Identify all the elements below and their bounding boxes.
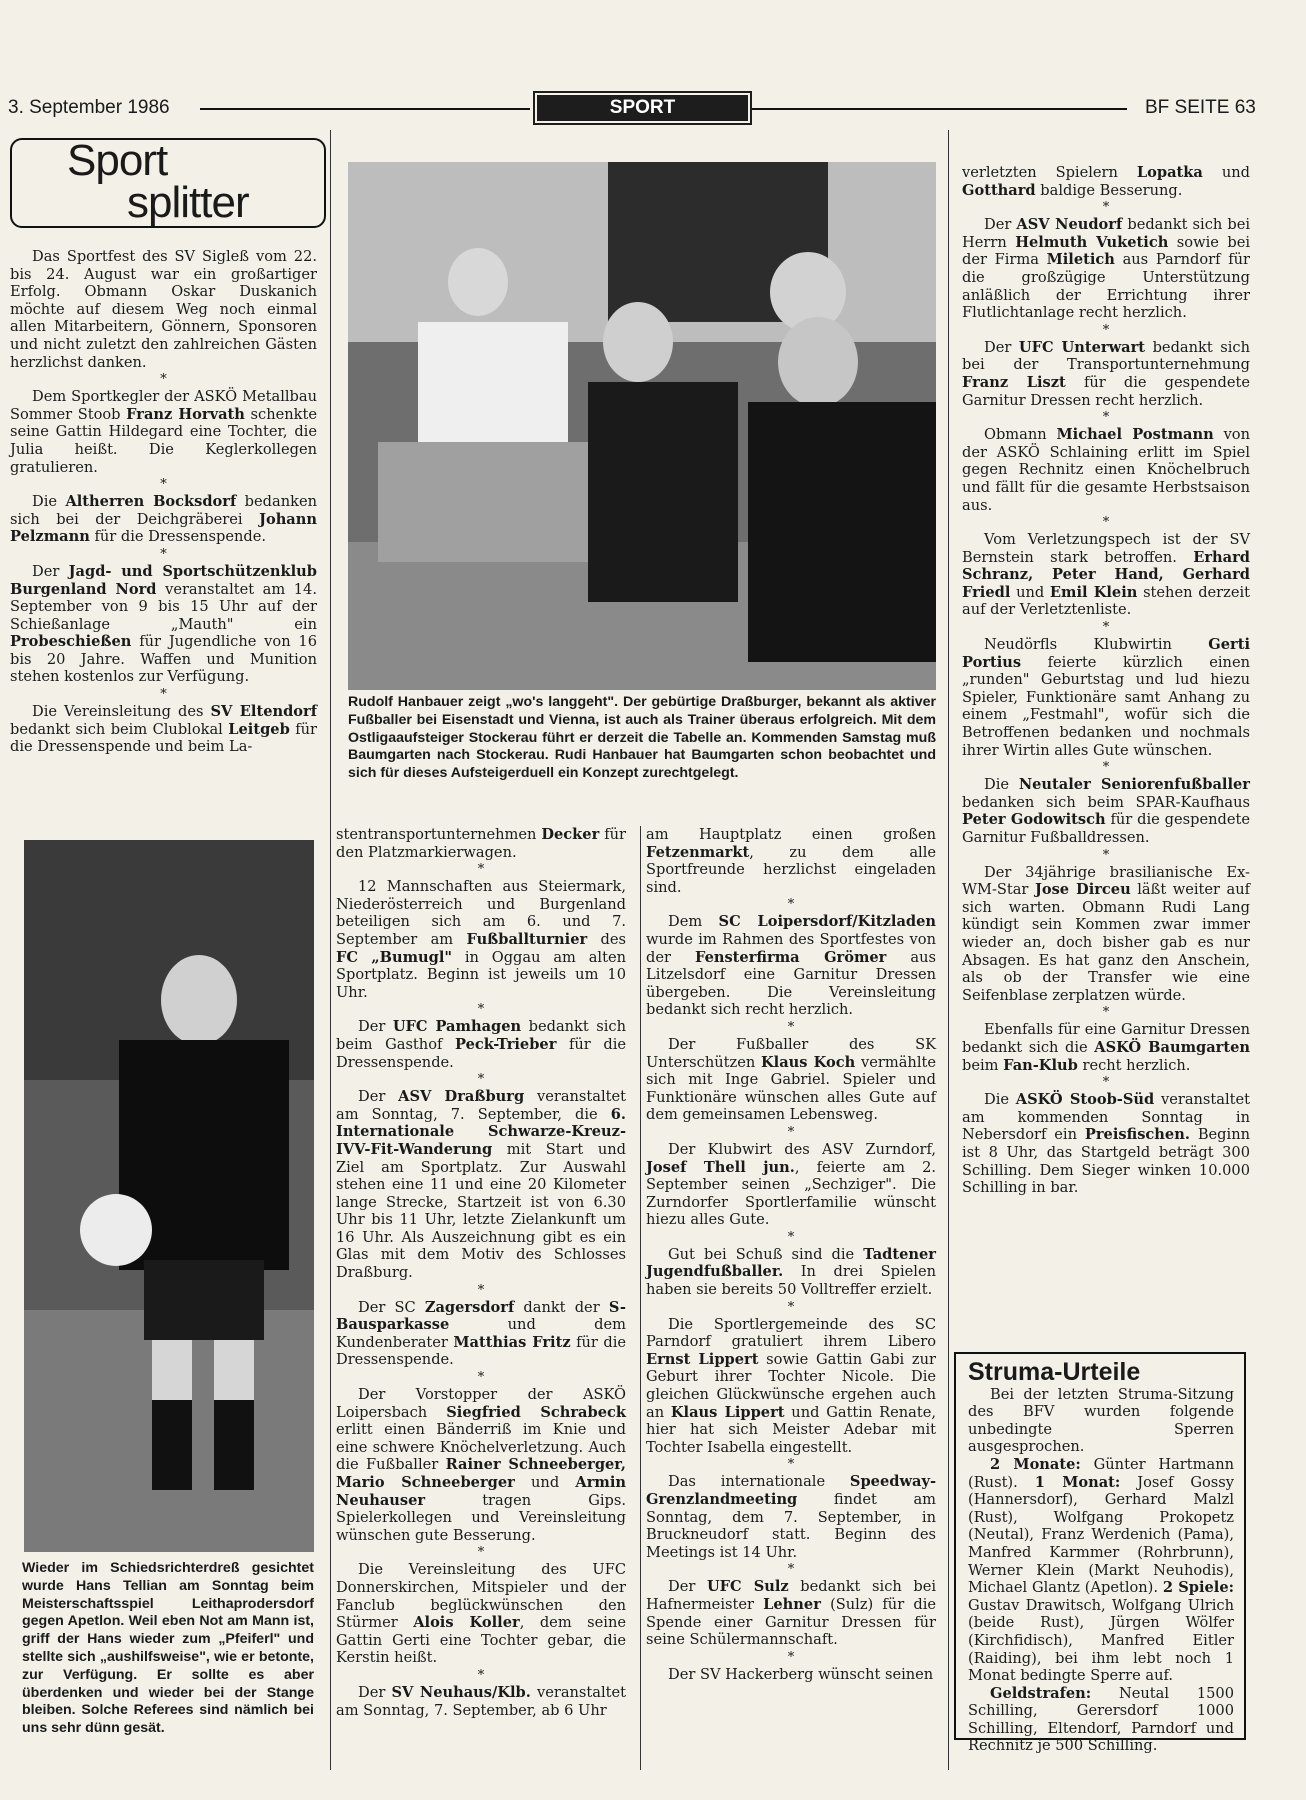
- article-neutal: [962, 776, 1250, 846]
- separator-star: *: [1102, 620, 1110, 636]
- separator-star: *: [160, 687, 167, 703]
- article-decker: [336, 826, 626, 861]
- column-divider: [948, 130, 949, 1770]
- text: bedanken sich bei der Deichgräberei: [10, 493, 317, 528]
- bold-label: 2 Monate:: [990, 1455, 1081, 1473]
- text: für die gespendete Garnitur Fußballdressen.: [962, 811, 1251, 846]
- bold-name: Lehner: [763, 1595, 821, 1613]
- article-hackerberg: Der SV Hackerberg wünscht seinen: [668, 1665, 934, 1683]
- separator-star: *: [787, 1299, 795, 1315]
- text: 12 Mannschaften aus Steiermark, Niederösterreich und Burgenland beteiligen sich am 6. und 7. September am: [336, 878, 626, 948]
- text: Beginn ist 8 Uhr, das Startgeld beträgt 300 Schilling. Dem Sieger winken 10.000 Schilling in bar.: [962, 1126, 1250, 1197]
- column-3: [646, 826, 936, 1683]
- bold-name: Josef Thell jun.: [646, 1158, 795, 1176]
- text: Josef Gossy (Hannersdorf), Gerhard Malzl (Rust), Wolfgang Prokopetz (Neutal), Franz Werdenich (Pama), Manfred Karmmer (Rohrbrunn), Werner Klein (Markt Neuhodis), Michael Glantz (Apetlon).: [968, 1473, 1234, 1597]
- text: sowie bei der Firma: [962, 233, 1251, 269]
- text: Das internationale: [668, 1473, 850, 1491]
- header-rule-right: [752, 108, 1127, 110]
- article-zagersdorf: [336, 1299, 626, 1369]
- separator-star: *: [1102, 760, 1110, 776]
- bold-label: 1 Monat:: [1034, 1473, 1121, 1491]
- photo-icon: [348, 162, 936, 690]
- column-divider: [640, 826, 641, 1770]
- separator-star: *: [1102, 847, 1110, 863]
- text: Neutal 1500 Schilling, Gerersdorf 1000 Schilling, Eltendorf, Parndorf und Rechnitz je 500 Schilling.: [968, 1684, 1234, 1755]
- separator-star: *: [787, 1019, 795, 1035]
- text: stehen derzeit auf der Verletztenliste.: [962, 583, 1251, 619]
- text: findet am Sonntag, dem 7. September, in Bruckneudorf statt. Beginn des Meetings ist 14 Uhr.: [646, 1491, 936, 1561]
- text: Dem Sportkegler der ASKÖ Metallbau Sommer Stoob: [10, 388, 317, 423]
- text: Der: [668, 1578, 707, 1596]
- separator-star: *: [787, 1562, 795, 1578]
- column-divider: [330, 130, 331, 1770]
- separator-star: *: [1102, 515, 1110, 531]
- text: Der: [358, 1683, 392, 1701]
- text: bedankt sich beim Clublokal: [10, 720, 229, 738]
- text: bedankt sich beim Gasthof: [336, 1018, 626, 1053]
- separator-star: *: [1102, 410, 1110, 426]
- article-horvath: [10, 388, 317, 476]
- text: Der: [984, 338, 1019, 356]
- article-lippert: [646, 1316, 936, 1457]
- separator-star: *: [787, 1124, 795, 1140]
- bold-name: Klaus Koch: [760, 1053, 856, 1071]
- article-pamhagen: [336, 1018, 626, 1071]
- bold-name: UFC Pamhagen: [392, 1018, 522, 1036]
- header-rule-left: [200, 108, 530, 110]
- text: für die gespendete Garnitur Dressen recht herzlich.: [962, 373, 1250, 409]
- separator-star: *: [477, 1002, 485, 1018]
- separator-star: *: [477, 1667, 485, 1683]
- text: mit Start und Ziel am Sportplatz. Zur Auswahl stehen eine 11 und eine 20 Kilometer lange Strecke, Startzeit ist von 6.30 Uhr bis 11 Uhr, letzte Zielankunft um 16 Uhr. Als Auszeichnung gibt es ein Glas mit dem Motiv des Schlosses Draßburg.: [336, 1140, 626, 1282]
- text: bedanken sich beim SPAR-Kaufhaus: [962, 793, 1250, 811]
- separator-star: *: [477, 1370, 485, 1386]
- bold-name: SV Eltendorf: [210, 703, 318, 721]
- column-2: [336, 826, 626, 1719]
- struma-fines: [968, 1685, 1234, 1755]
- text: und: [1202, 164, 1250, 181]
- bold-name: Fan-Klub: [1003, 1056, 1078, 1074]
- text: veranstaltet am kommenden Sonntag in Nebersdorf ein: [962, 1091, 1251, 1144]
- bold-name: Siegfried Schrabeck: [446, 1403, 626, 1421]
- bold-name: UFC Unterwart: [1018, 338, 1146, 356]
- bold-name: Klaus Lippert: [670, 1403, 785, 1421]
- separator-star: *: [1102, 1005, 1110, 1021]
- text: , zu dem alle Sportfreunde herzlichst eingeladen sind.: [646, 843, 936, 896]
- article-baumgarten: [962, 1021, 1250, 1074]
- bold-name: SC Loipersdorf/Kitzladen: [718, 913, 936, 931]
- struma-sentences: [968, 1456, 1234, 1685]
- bold-name: ASV Draßburg: [398, 1088, 525, 1106]
- text: (Sulz) für die Spende einer Garnitur Dressen für seine Schülermannschaft.: [646, 1595, 936, 1649]
- page-number: BF SEITE 63: [1145, 97, 1256, 118]
- article-postmann: [962, 426, 1250, 514]
- rubric-box: [10, 138, 326, 228]
- bold-name: Peck-Trieber: [454, 1035, 557, 1053]
- text: läßt weiter auf sich warten. Obmann Rudi Lang kündigt sein Kommen zwar immer wieder an, doch bisher gab es nur Absagen. Es hat ganz den Anschein, als ob der Transfer wie eine Seifenblase zerplatzen würde.: [962, 881, 1250, 1004]
- column-4: [962, 164, 1250, 1197]
- separator-star: *: [787, 1649, 795, 1665]
- section-label: [533, 91, 752, 125]
- article-unterwart: [962, 339, 1250, 409]
- separator-star: *: [477, 1072, 485, 1088]
- article-koller: [336, 1561, 626, 1667]
- article-lopatka: [962, 164, 1250, 199]
- text: Der: [984, 216, 1017, 234]
- bold-name: Franz Horvath: [126, 405, 245, 423]
- separator-star: *: [787, 1229, 795, 1245]
- column-1: [10, 248, 317, 756]
- text: veranstaltet am Sonntag, 7. September, ab 6 Uhr: [336, 1683, 627, 1719]
- photo-hanbauer: [348, 162, 936, 690]
- struma-title: Struma-Urteile: [968, 1358, 1141, 1386]
- text: Die: [984, 1091, 1016, 1109]
- article-neudorf: [962, 216, 1250, 322]
- text: Obmann: [984, 426, 1057, 444]
- separator-star: *: [477, 1282, 485, 1298]
- article-portius: [962, 636, 1250, 759]
- article-fetzenmarkt: [646, 826, 936, 896]
- text: des: [587, 930, 626, 948]
- bold-name: Matthias Fritz: [453, 1333, 571, 1351]
- bold-name: ASKÖ Baumgarten: [1094, 1038, 1251, 1056]
- text: und dem Kundenberater: [336, 1316, 626, 1351]
- text: Der SC: [358, 1298, 425, 1316]
- bold-label: Geldstrafen:: [990, 1684, 1092, 1702]
- bold-label: 2 Spiele:: [1162, 1579, 1234, 1597]
- bold-name: Altherren Bocksdorf: [65, 493, 237, 511]
- bold-name: Franz Liszt: [962, 373, 1066, 391]
- text: Der 34jährige brasilianische Ex-WM-Star: [962, 863, 1250, 899]
- text: für den Platzmarkierwagen.: [336, 826, 627, 861]
- text: und: [514, 1474, 576, 1491]
- bold-name: Alois Koller: [413, 1614, 520, 1632]
- text: Dem: [668, 913, 719, 931]
- struma-intro: Bei der letzten Struma-Sitzung des BFV wurden folgende unbedingte Sperren ausgesprochen.: [968, 1385, 1234, 1456]
- bold-name: Preisfischen.: [1084, 1126, 1190, 1144]
- text: Der Klubwirt des ASV Zurndorf,: [668, 1140, 936, 1158]
- text: beim: [962, 1056, 1004, 1074]
- text: , feierte am 2. September seinen „Sechziger". Die Zurndorfer Sportlerfamilie wünscht hiezu alles Gute.: [646, 1158, 936, 1229]
- photo-tellian: [24, 840, 314, 1552]
- text: Die Vereinsleitung des UFC Donnerskirchen, Mitspieler und der Fanclub beglückwünschen den Stürmer: [336, 1561, 626, 1632]
- caption-left-photo: Wieder im Schiedsrichterdreß gesichtet wurde Hans Tellian am Sonntag beim Meisterschaftsspiel Leithaprodersdorf gegen Apetlon. Weil eben Not am Mann ist, griff der Hans wieder zum „Pfeiferl" und stellte sich „aushilfsweise", wie er betonte, zur Verfügung. Er sollte es aber überdenken und wieder bei der Stange bleiben. Solche Referees sind nämlich bei uns sehr dünn gesät.: [22, 1560, 314, 1737]
- bold-name: Ernst Lippert: [646, 1350, 759, 1368]
- text: wurde im Rahmen des Sportfestes von der: [646, 930, 936, 966]
- article-stoob-sued: [962, 1091, 1250, 1197]
- text: Neudörfls Klubwirtin: [984, 636, 1209, 654]
- bold-name: ASKÖ Stoob-Süd: [1015, 1091, 1155, 1109]
- caption-top-photo: Rudolf Hanbauer zeigt „wo's langgeht". Der gebürtige Draßburger, bekannt als aktiver Fußballer bei Eisenstadt und Vienna, ist auch als Trainer überaus erfolgreich. Mit dem Ostligaaufsteiger Stockerau führt er derzeit die Tabelle an. Kommenden Samstag muß Baumgarten nach Stockerau. Rudi Hanbauer hat Baumgarten schon beobachtet und sich für dieses Aufsteigerduell ein Konzept zurechtgelegt.: [348, 694, 936, 782]
- article-tadten: [646, 1246, 936, 1299]
- text: für die Dressenspende.: [89, 528, 266, 546]
- text: aus Litzelsdorf eine Garnitur Dressen übergeben. Die Vereinsleitung bedankt sich recht herzlich.: [646, 948, 937, 1019]
- text: Der: [32, 562, 69, 580]
- text: schenkte seine Gattin Hildegard eine Tochter, die Julia heißt. Die Keglerkollegen gratulieren.: [10, 405, 317, 476]
- text: stentransportunternehmen: [336, 826, 542, 843]
- article-dirceu: [962, 864, 1250, 1005]
- article-schrabeck: [336, 1386, 626, 1544]
- article-loipersdorf: [646, 913, 936, 1019]
- text: , dem seine Gattin Gerti eine Tochter gebar, die Kerstin heißt.: [336, 1614, 626, 1667]
- article-bernstein: [962, 531, 1250, 619]
- text: baldige Besserung.: [1035, 181, 1183, 199]
- text: veranstaltet am Sonntag, 7. September, die: [336, 1088, 627, 1123]
- bold-name: Peter Godowitsch: [962, 811, 1106, 829]
- bold-name: Lopatka: [1136, 164, 1203, 181]
- article-bumugl: [336, 878, 626, 1001]
- text: für Jugendliche von 16 bis 20 Jahre. Waffen und Munition stehen kostenlos zur Verfügung.: [10, 633, 317, 686]
- article-eltendorf: [10, 703, 317, 756]
- text: bedankt sich bei der Transportunternehmung: [962, 338, 1250, 374]
- separator-star: *: [1102, 322, 1110, 338]
- text: Gut bei Schuß sind die: [668, 1245, 864, 1263]
- bold-name: Leitgeb: [228, 720, 290, 738]
- separator-star: *: [160, 546, 167, 562]
- text: Die: [984, 776, 1019, 794]
- text: für die Dressenspende.: [336, 1035, 627, 1071]
- bold-name: Jose Dirceu: [1034, 881, 1131, 899]
- bold-name: 6. Internationale Schwarze-Kreuz-IVV-Fit-Wanderung: [336, 1105, 626, 1158]
- text: Günter Hartmann (Rust).: [968, 1455, 1234, 1491]
- article-bocksdorf: [10, 493, 317, 546]
- article-thell: [646, 1141, 936, 1229]
- bold-name: Zagersdorf: [424, 1298, 515, 1316]
- text: In drei Spielen haben sie bereits 50 Volltreffer erzielt.: [646, 1263, 936, 1299]
- article-speedway: [646, 1473, 936, 1561]
- article-jagdklub: [10, 563, 317, 686]
- text: Vom Verletzungspech ist der SV Bernstein stark betroffen.: [962, 531, 1250, 566]
- bold-name: Fußballturnier: [466, 930, 588, 948]
- text: recht herzlich.: [1077, 1056, 1191, 1074]
- text: vermählte sich mit Inge Gabriel. Spieler und Funktionäre wünschen alles Gute auf dem gemeinsamen Lebensweg.: [646, 1053, 936, 1124]
- text: und Gattin Renate, hier hat sich Meister Adebar mit Tochter Isabella eingestellt.: [646, 1403, 936, 1456]
- text: für die Dressenspende und beim La-: [10, 720, 317, 756]
- text: Der: [358, 1088, 399, 1106]
- separator-star: *: [160, 372, 167, 388]
- text: sowie Gattin Gabi zur Geburt ihrer Tochter Nicole. Die gleichen Glückwünsche ergehen auch an: [646, 1350, 936, 1421]
- bold-name: Gotthard: [962, 181, 1036, 199]
- separator-star: *: [787, 897, 795, 913]
- text: dankt der: [514, 1298, 609, 1316]
- separator-star: *: [787, 1457, 795, 1473]
- text: bedankt sich bei Herrn: [962, 216, 1251, 251]
- text: Der Fußballer des SK Unterschützen: [646, 1035, 936, 1071]
- rubric-line2: splitter: [127, 178, 249, 227]
- bold-name: SV Neuhaus/Klb.: [391, 1683, 531, 1701]
- issue-date: 3. September 1986: [8, 97, 170, 118]
- bold-name: Rainer Schneeberger, Mario Schneeberger: [336, 1456, 627, 1491]
- text: erlitt einen Bänderriß im Knie und eine schwere Knöchelverletzung. Auch die Fußballer: [336, 1421, 626, 1474]
- text: in Oggau am alten Sportplatz. Beginn ist jeweils um 10 Uhr.: [336, 948, 626, 1001]
- text: und: [1010, 583, 1050, 601]
- bold-name: Probeschießen: [10, 633, 132, 651]
- article-drassburg: [336, 1088, 626, 1282]
- text: Der Vorstopper der ASKÖ Loipersbach: [336, 1386, 626, 1421]
- text: am Hauptplatz einen großen: [646, 826, 936, 843]
- text: veranstaltet am 14. September von 9 bis 15 Uhr auf der Schießanlage „Mauth" ein: [10, 580, 317, 633]
- separator-star: *: [1102, 200, 1110, 216]
- separator-star: *: [1102, 1075, 1110, 1091]
- bold-name: FC „Bumugl": [336, 948, 452, 966]
- article-koch: [646, 1036, 936, 1124]
- bold-name: Erhard Schranz, Peter Hand, Gerhard Friedl: [962, 548, 1250, 601]
- bold-name: Helmuth Vuketich: [1015, 233, 1169, 251]
- bold-name: Neutaler Seniorenfußballer: [1018, 776, 1250, 794]
- text: Der: [358, 1018, 393, 1036]
- section-label-text: SPORT: [609, 97, 676, 118]
- text: aus Parndorf für die großzügige Unterstützung anläßlich der Errichtung ihrer Flutlichtanlage recht herzlich.: [962, 251, 1250, 322]
- text: Die: [32, 493, 66, 511]
- bold-name: Michael Postmann: [1056, 426, 1214, 444]
- text: Gustav Drawitsch, Wolfgang Ulrich (beide Rust), Jürgen Wölfer (Kirchfidisch), Manfred Eitler (Raiding), bei ihm lebt noch 1 Monat bedingte Sperre auf.: [968, 1596, 1234, 1685]
- text: Ebenfalls für eine Garnitur Dressen bedankt sich die: [962, 1021, 1250, 1056]
- bold-name: Jagd- und Sportschützenklub Burgenland Nord: [10, 562, 317, 598]
- article-neuhaus: [336, 1684, 626, 1719]
- text: Die Sportlergemeinde des SC Parndorf gratuliert ihrem Libero: [646, 1315, 936, 1351]
- bold-name: UFC Sulz: [706, 1578, 789, 1596]
- text: Die Vereinsleitung des: [32, 703, 211, 721]
- bold-name: ASV Neudorf: [1016, 216, 1123, 234]
- struma-box: [954, 1352, 1246, 1755]
- article-sigless: Das Sportfest des SV Sigleß vom 22. bis 24. August war ein großartiger Erfolg. Obmann Oskar Duskanich möchte auf diesem Weg noch einmal allen Mitarbeitern, Gönnern, Sponsoren und nicht zuletzt den zahlreichen Gästen herzlichst danken.: [10, 248, 317, 371]
- rubric-line1: Sport: [67, 136, 168, 185]
- article-sulz: [646, 1578, 936, 1648]
- text: von der ASKÖ Schlaining erlitt im Spiel gegen Rechnitz einen Knöchelbruch und fällt für die gesamte Herbstsaison aus.: [962, 426, 1250, 514]
- separator-star: *: [160, 477, 167, 493]
- text: verletzten Spielern: [962, 164, 1137, 181]
- bold-name: Fetzenmarkt: [646, 843, 750, 861]
- bold-name: Speedway-Grenzlandmeeting: [646, 1473, 936, 1508]
- separator-star: *: [477, 1545, 485, 1561]
- bold-name: Armin Neuhauser: [336, 1474, 626, 1509]
- text: für die Dressenspende.: [336, 1333, 627, 1369]
- bold-name: Johann Pelzmann: [10, 510, 317, 546]
- bold-name: Emil Klein: [1049, 583, 1138, 601]
- separator-star: *: [477, 862, 485, 878]
- bold-name: Miletich: [1046, 251, 1115, 269]
- text: tragen Gips. Spielerkollegen und Vereinsleitung wünschen gute Besserung.: [336, 1491, 626, 1544]
- photo-icon: [24, 840, 314, 1552]
- text: feierte kürzlich einen „runden" Geburtstag und lud hiezu Spieler, Funktionäre samt Anhang zu einem „Festmahl", wofür sich die Betroffenen bedanken und nochmals ihrer Wirtin alles Gute wünschen.: [962, 653, 1250, 759]
- bold-name: S-Bausparkasse: [336, 1298, 626, 1334]
- bold-name: Tadtener Jugendfußballer.: [646, 1245, 936, 1281]
- bold-name: Fensterfirma Grömer: [695, 948, 887, 966]
- text: bedankt sich bei Hafnermeister: [646, 1578, 937, 1613]
- bold-name: Decker: [541, 826, 600, 843]
- bold-name: Gerti Portius: [962, 636, 1250, 671]
